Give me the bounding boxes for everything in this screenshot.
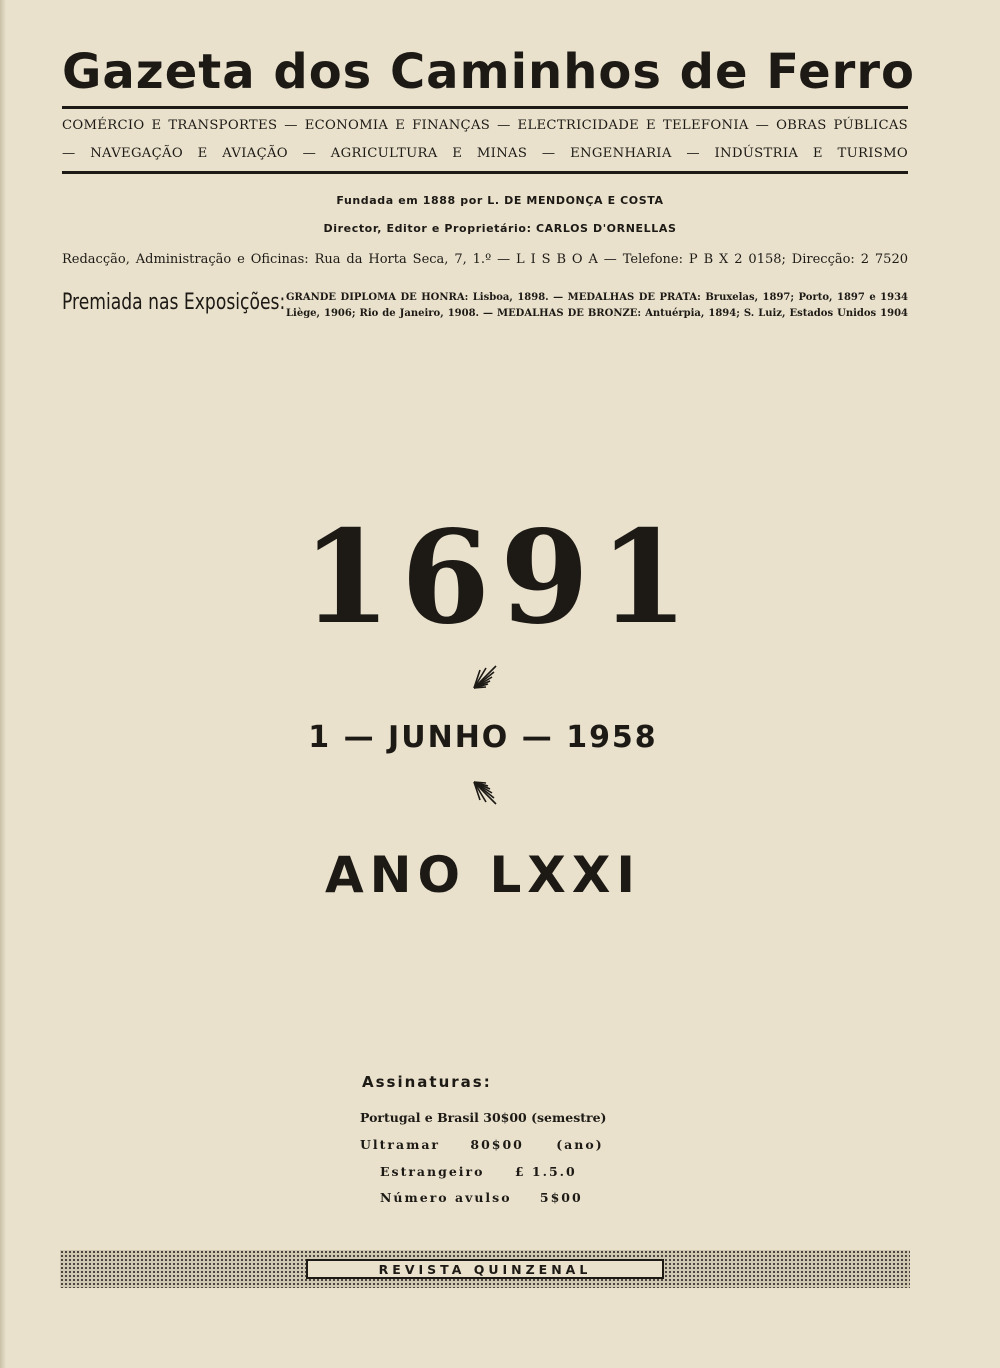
subscription-price: 80$00 xyxy=(470,1137,524,1152)
founded-line: Fundada em 1888 por L. DE MENDONÇA E COSTA xyxy=(336,194,664,207)
subscription-row-avulso xyxy=(380,1190,583,1205)
topics-line-2: — NAVEGAÇÃO E AVIAÇÃO — AGRICULTURA E MINAS — ENGENHARIA — INDÚSTRIA E TURISMO xyxy=(62,146,908,161)
subscriptions-title: Assinaturas: xyxy=(362,1073,492,1091)
fan-ornament-icon xyxy=(470,778,500,808)
masthead-title: Gazeta dos Caminhos de Ferro xyxy=(62,44,915,100)
footer-label: REVISTA QUINZENAL xyxy=(306,1259,664,1279)
masthead-rule-bottom xyxy=(62,171,908,174)
volume-year: ANO LXXI xyxy=(324,846,642,904)
topics-line-1: COMÉRCIO E TRANSPORTES — ECONOMIA E FINANÇAS — ELECTRICIDADE E TELEFONIA — OBRAS PÚBLICAS xyxy=(62,118,908,133)
subscription-label: Número avulso xyxy=(380,1190,512,1205)
subscription-row-estrangeiro xyxy=(380,1164,577,1179)
subscription-label: Portugal e Brasil xyxy=(360,1110,479,1125)
subscription-price: £ 1.5.0 xyxy=(514,1164,577,1179)
address-line: Redacção, Administração e Oficinas: Rua da Horta Seca, 7, 1.º — L I S B O A — Telefone: P B X 2 0158; Direcção: 2 7520 xyxy=(62,252,908,267)
subscription-period: (ano) xyxy=(556,1137,604,1152)
subscription-row-ultramar xyxy=(360,1137,604,1152)
fan-ornament-icon xyxy=(470,662,500,692)
subscription-period: (semestre) xyxy=(531,1110,607,1125)
awards-line-1: GRANDE DIPLOMA DE HONRA: Lisboa, 1898. — MEDALHAS DE PRATA: Bruxelas, 1897; Porto, 1897 e 1934 xyxy=(286,292,908,303)
subscription-label: Ultramar xyxy=(360,1137,441,1152)
masthead-rule-top xyxy=(62,106,908,109)
issue-number: 1691 xyxy=(301,503,699,653)
page-spine-shadow xyxy=(0,0,6,1368)
awards-label: Premiada nas Exposições: xyxy=(62,290,286,315)
subscription-label: Estrangeiro xyxy=(380,1164,485,1179)
subscription-price: 30$00 xyxy=(483,1110,527,1125)
issue-date: 1 — JUNHO — 1958 xyxy=(308,720,658,755)
subscription-row-portugal xyxy=(360,1110,606,1125)
awards-line-2: Liège, 1906; Rio de Janeiro, 1908. — MEDALHAS DE BRONZE: Antuérpia, 1894; S. Luiz, Estados Unidos 1904 xyxy=(286,308,908,319)
director-line: Director, Editor e Proprietário: CARLOS D'ORNELLAS xyxy=(323,222,677,235)
subscription-price: 5$00 xyxy=(539,1190,583,1205)
